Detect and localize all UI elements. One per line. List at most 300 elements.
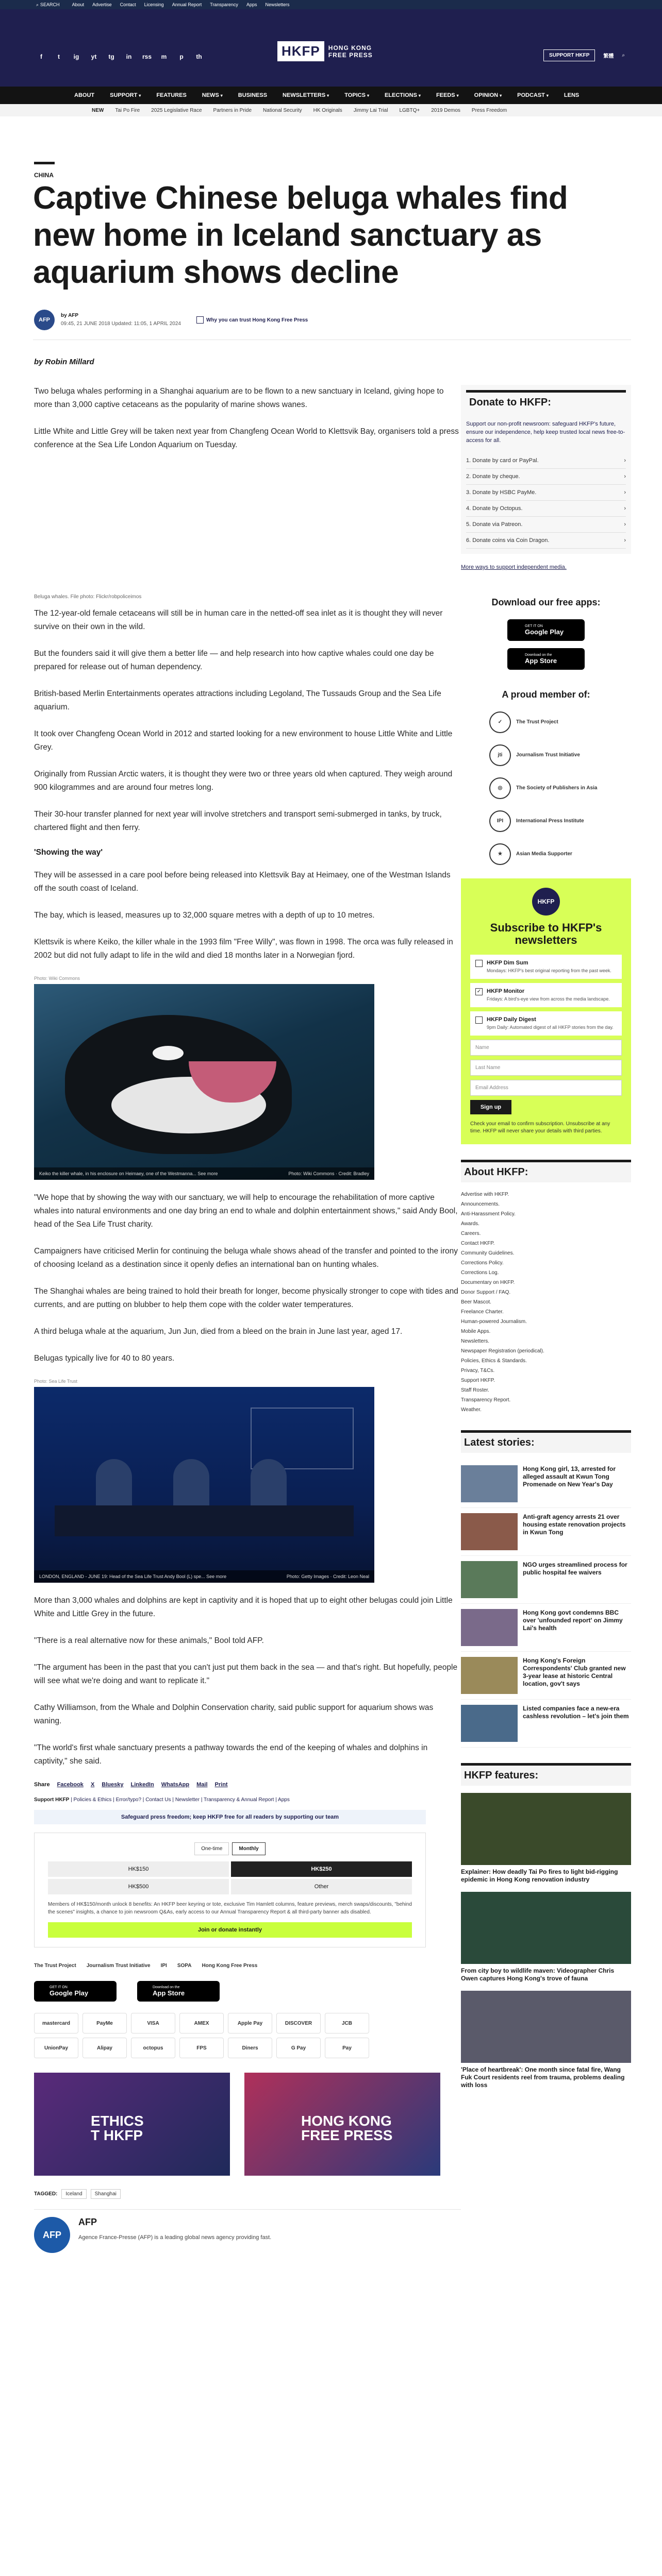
ethics-banner[interactable] [34,2073,230,2176]
utility-link-apps[interactable]: Apps [246,2,257,7]
member-label: The Trust Project [516,719,558,725]
app-store-badge[interactable] [507,648,585,670]
trending-link[interactable]: 2019 Demos [431,107,460,113]
paragraph: "There is a real alternative now for these animals," Bool told AFP. [34,1636,264,1645]
chevron-down-icon: ▾ [139,93,141,98]
donate-option-label: 2. Donate by cheque. [466,473,520,480]
article-author-line: by Robin Millard [34,358,94,366]
nav-item[interactable] [436,92,459,98]
author-box-text [78,2217,271,2258]
story-thumbnail [461,1465,518,1502]
nav-item[interactable] [385,92,421,98]
logo-line-2: FREE PRESS [328,51,373,59]
trending-link[interactable]: Tai Po Fire [115,107,140,113]
safeguard-banner[interactable]: Safeguard press freedom; keep HKFP free for all readers by supporting our team [34,1810,426,1824]
trust-note-label: Why you can trust Hong Kong Free Press [206,317,308,323]
top-search-label: SEARCH [40,2,60,7]
site-header [0,9,662,87]
threads-icon[interactable]: th [196,53,202,60]
share-linkedin[interactable]: LinkedIn [130,1782,154,1788]
trending-new-badge: NEW [92,107,104,113]
nav-item[interactable] [238,92,267,98]
trending-link[interactable]: Press Freedom [471,107,507,113]
option-title: HKFP Dim Sum [487,960,528,966]
nav-item-label: NEWS [202,92,219,98]
feature-title: 'Place of heartbreak': One month since fatal fire, Wang Fuk Court residents reel from trauma, problems dealing with loss [461,2066,625,2089]
paragraph: A third beluga whale at the aquarium, Jun Jun, died from a bleed on the brain in June last year, aged 17. [34,1327,403,1336]
newsletter-option[interactable] [470,955,622,979]
about-link[interactable]: Donor Support / FAQ. [461,1290,511,1295]
member-label: The Society of Publishers in Asia [516,785,598,791]
feature-story[interactable] [461,1793,631,1884]
share-label: Share [34,1782,50,1788]
membership-note: Members of HK$150/month unlock 8 benefits: An HKFP beer keyring or tote, exclusive Tim Hamlett columns, feature previews, merch swaps/discounts, "behind the scenes" insights, a chance to join newsroom Q&As, early access to our Annual Transparency Report & all third-party banner ads disabled. [48,1902,412,1915]
trending-link[interactable]: Jimmy Lai Trial [353,107,388,113]
hkfp-logo-icon: HKFP [532,888,560,916]
utility-link-contact[interactable]: Contact [120,2,136,7]
nav-item-label: PODCAST [517,92,545,98]
share-x[interactable]: X [90,1782,95,1788]
nav-item-label: TOPICS [344,92,366,98]
byline-author[interactable]: by AFP [61,313,79,318]
chevron-right-icon: › [624,489,626,496]
partner-logos [34,1963,461,1969]
member-logo[interactable] [489,711,603,733]
trending-link[interactable]: National Security [263,107,302,113]
main-nav [0,87,662,104]
donate-option-label: 1. Donate by card or PayPal. [466,457,539,464]
search-icon: ⌕ [36,2,39,7]
latest-story[interactable] [461,1556,631,1604]
freq-monthly[interactable]: Monthly [232,1842,265,1855]
policy-link[interactable]: Error/typo? [115,1797,142,1803]
nav-item[interactable] [564,92,579,98]
paragraph: Klettsvik is where Keiko, the killer whale in the 1993 film "Free Willy", was flown in 1998. The orca was fully released in 2002 but did not fully adapt to life in the wild and died 18 months later in a Norwegian fjord. [34,938,453,960]
about-link[interactable]: Newspaper Registration (periodical). [461,1348,544,1354]
share-row [34,1782,461,1788]
feature-stories [461,1793,631,2089]
utility-link-annual-report[interactable]: Annual Report [172,2,202,7]
share-bluesky[interactable]: Bluesky [102,1782,124,1788]
chevron-right-icon: › [624,473,626,480]
story-thumbnail [461,1561,518,1598]
latest-story[interactable] [461,1652,631,1700]
payment-logo: Apple Pay [228,2013,272,2033]
donate-option[interactable] [466,501,626,517]
author-box [34,2209,461,2258]
sopa-icon: ◎ [489,777,511,799]
paragraph: "The argument has been in the past that you can't just put them back in the sea — and that's right. But hopefully, people will see what we're doing and want to replicate it." [34,1663,458,1685]
author-box-name[interactable]: AFP [78,2217,97,2227]
rss-icon[interactable]: rss [142,53,152,60]
mastodon-icon[interactable]: m [161,53,167,60]
signup-button[interactable]: Sign up [470,1100,511,1114]
ipi-icon: IPI [489,810,511,832]
policy-links: Support HKFP | Policies & Ethics | Error/typo? | Contact Us | Newsletter | Transparency & Annual Report | Apps [34,1797,290,1803]
story-title: Anti-graft agency arrests 21 over housing estate renovation projects in Kwun Tong [523,1513,626,1536]
paragraph: British-based Merlin Entertainments operates attractions including Legoland, The Tussauds Group and the Sea Life aquarium. [34,689,441,711]
option-desc: Fridays: A bird's-eye view from across the media landscape. [487,996,610,1002]
about-link[interactable]: Freelance Charter. [461,1309,504,1315]
about-link[interactable]: Weather. [461,1407,482,1413]
app-store-badges [34,1981,461,2002]
donate-option[interactable] [466,469,626,485]
asian-media-icon: ★ [489,843,511,865]
site-logo[interactable] [277,41,373,61]
article-body [31,385,461,2258]
photo-caption-bar [34,1167,374,1180]
trust-note-link[interactable] [196,316,308,324]
payment-logo: AMEX [179,2013,224,2033]
utility-link-about[interactable]: About [72,2,85,7]
app-store-badge[interactable] [137,1981,220,2002]
paragraph: Two beluga whales performing in a Shanghai aquarium are to be flown to a new sanctuary in Iceland, giving hope to more than 3,000 captive cetaceans as the popularity of marine shows wanes. [34,387,444,409]
email-field[interactable]: Email Address [470,1080,622,1096]
name-field[interactable]: Name [470,1040,622,1056]
join-donate-button[interactable]: Join or donate instantly [48,1922,412,1938]
nav-item[interactable] [202,92,223,98]
policy-link[interactable]: Contact Us [145,1797,171,1803]
chevron-right-icon: › [624,505,626,512]
story-thumbnail [461,1657,518,1694]
content-columns [31,385,631,2258]
nav-item[interactable] [283,92,329,98]
paragraph: More than 3,000 whales and dolphins are kept in captivity and it is hoped that up to eight other belugas could join Little White and Little Grey in the future. [34,1596,453,1618]
partner-logo[interactable]: IPI [160,1963,167,1969]
utility-links [72,2,290,7]
member-logo[interactable] [489,810,603,832]
share-print[interactable]: Print [214,1782,228,1788]
last-name-field[interactable]: Last Name [470,1060,622,1076]
option-text [487,960,611,974]
photo-press-conference [34,1379,374,1583]
paragraph: Belugas typically live for 40 to 80 years. [34,1354,175,1363]
nav-item[interactable] [474,92,502,98]
newsletter-title: Subscribe to HKFP's newsletters [490,921,602,946]
donate-option[interactable] [466,517,626,533]
story-title: Hong Kong's Foreign Correspondents' Club granted new 3-year lease at historic Central location, gov't says [523,1657,626,1687]
donate-option[interactable] [466,533,626,549]
member-logo[interactable] [489,744,603,766]
chevron-right-icon: › [624,521,626,528]
paragraph: Little White and Little Grey will be taken next year from Changfeng Ocean World to Klettsvik Bay, organisers told a press conference at the Sea Life London Aquarium on Tuesday. [34,427,459,449]
badge-small-text: GET IT ON [49,1986,68,1989]
about-link[interactable]: Staff Roster. [461,1387,489,1393]
partner-logo[interactable]: SOPA [177,1963,192,1969]
policy-lead[interactable]: Support HKFP [34,1797,70,1803]
press-conference-photo[interactable] [34,1387,374,1583]
partner-logo[interactable]: Hong Kong Free Press [202,1963,258,1969]
trending-link[interactable]: LGBTQ+ [399,107,420,113]
option-text [487,1016,614,1030]
linkedin-icon[interactable]: in [126,53,132,60]
paragraph: But the founders said it will give them a better life — and help research into how captive whales could one day be prepared for release out of human dependency. [34,649,434,671]
author-avatar[interactable]: AFP [34,310,55,330]
google-play-badge[interactable] [34,1981,117,2002]
checkbox[interactable] [475,1016,483,1024]
language-switch[interactable]: 繁體 [603,54,614,59]
member-label: Journalism Trust Initiative [516,752,580,758]
partner-logo[interactable]: The Trust Project [34,1963,76,1969]
member-label: Asian Media Supporter [516,851,572,857]
nav-item-label: NEWSLETTERS [283,92,326,98]
utility-link-licensing[interactable]: Licensing [144,2,164,7]
latest-story[interactable] [461,1700,631,1748]
payment-logo: Alipay [82,2038,127,2058]
facebook-icon[interactable]: f [40,53,42,60]
story-title: NGO urges streamlined process for public hospital fee waivers [523,1561,627,1576]
chevron-down-icon: ▾ [220,93,223,98]
member-label: International Press Institute [516,818,584,824]
patreon-icon[interactable]: p [179,53,184,60]
donate-pitch[interactable]: Support our non-profit newsroom: safeguard HKFP's future, ensure our independence, help keep trusted local news free-to-access for all. [466,421,625,444]
latest-story[interactable] [461,1604,631,1652]
chevron-down-icon: ▾ [500,93,502,98]
partner-logo[interactable]: Journalism Trust Initiative [86,1963,151,1969]
about-link[interactable]: Awards. [461,1221,479,1227]
jti-icon: jti [489,744,511,766]
story-thumbnail [461,1513,518,1550]
option-desc: Mondays: HKFP's best original reporting from the past week. [487,968,611,973]
nav-item[interactable] [344,92,369,98]
widget-title: Download our free apps: [491,597,601,607]
about-link[interactable]: Transparency Report. [461,1397,511,1403]
chevron-right-icon: › [624,457,626,464]
paragraph: The Shanghai whales are being trained to hold their breath for longer, become physically stronger to cope with tides and currents, and are putting on blubber to help them cope with the colder water temperatures. [34,1287,458,1309]
conference-table [55,1505,354,1536]
option-title: HKFP Daily Digest [487,1016,536,1023]
paragraph: Campaigners have criticised Merlin for continuing the beluga whale shows ahead of the transfer and pointed to the irony of choosing Iceland as a destination since it openly defies an international ban on hunting whales. [34,1247,458,1269]
sidebar [461,385,631,2258]
more-ways-link[interactable]: More ways to support independent media. [461,564,567,570]
newsletter-option[interactable] [470,983,622,1007]
about-link[interactable]: Newsletters. [461,1338,490,1344]
photo-caption-bar [34,1570,374,1583]
article-title: Captive Chinese beluga whales find new home in Iceland sanctuary as aquarium shows decline [33,180,568,290]
nav-item[interactable] [74,92,94,98]
badge-small-text: Download on the [153,1986,180,1989]
nav-item-label: LENS [564,92,580,98]
nav-item[interactable] [110,92,141,98]
donate-option-label: 6. Donate coins via Coin Dragon. [466,537,550,544]
photo-credit: Photo: Sea Life Trust [34,1379,78,1384]
badge-big-text: Google Play [525,628,564,636]
tag-chip[interactable]: Iceland [61,2189,86,2199]
policy-link[interactable]: Apps [278,1797,290,1803]
whale-photo[interactable] [34,984,374,1180]
trending-link[interactable]: Partners in Pride [213,107,252,113]
newsletter-option[interactable] [470,1011,622,1036]
x-icon[interactable]: t [58,53,60,60]
hkfp-banner[interactable] [244,2073,440,2176]
photo-caption: Keiko the killer whale, in his enclosure on Heimaey, one of the Westmanna... See more [39,1171,218,1176]
donation-amounts [48,1861,412,1894]
utility-link-transparency[interactable]: Transparency [210,2,238,7]
paragraph: "We hope that by showing the way with our sanctuary, we will help to encourage the rehabilitation of more captive whales into natural environments and one day bring an end to whale and dolphin entertainment shows," said Andy Bool, head of the Sea Life Trust charity. [34,1193,458,1229]
trending-bar [0,104,662,116]
amount-option-selected[interactable]: HK$250 [231,1861,412,1877]
youtube-icon[interactable]: yt [91,53,97,60]
banner-text: HONG KONG FREE PRESS [301,2113,393,2143]
feature-story[interactable] [461,1892,631,1982]
widget-title: Donate to HKFP: [466,390,626,413]
logo-mark: HKFP [277,41,324,61]
photo-source: Photo: Getty Images · Credit: Leon Neal [286,1574,369,1579]
payment-logo: octopus [131,2038,175,2058]
option-text [487,988,610,1002]
about-link[interactable]: Human-powered Journalism. [461,1319,527,1325]
header-search-icon[interactable]: ⌕ [622,53,625,58]
about-link[interactable]: Anti-Harassment Policy. [461,1211,516,1217]
feature-title: Explainer: How deadly Tai Po fires to light bid-rigging epidemic in Hong Kong renovation industry [461,1868,618,1883]
image-caption: Beluga whales. File photo: Flickr/robpoliceimos [34,594,142,600]
checkbox[interactable] [475,960,483,967]
donate-option-label: 3. Donate by HSBC PayMe. [466,489,537,496]
payment-logo: VISA [131,2013,175,2033]
instagram-icon[interactable]: ig [73,53,79,60]
story-thumbnail [461,1609,518,1646]
badge-big-text: App Store [153,1989,185,1997]
badge-small-text: Download on the [525,653,552,657]
google-play-badge[interactable] [507,619,585,641]
paragraph: It took over Changfeng Ocean World in 2012 and started looking for a new environment to house Little White and Little Grey. [34,730,453,752]
payment-logo: Diners [228,2038,272,2058]
about-link[interactable]: Documentary on HKFP. [461,1280,515,1285]
nav-item-label: FEATURES [156,92,187,98]
chevron-down-icon: ▾ [418,93,421,98]
utility-link-newsletters[interactable]: Newsletters [265,2,290,7]
tag-chip[interactable]: Shanghai [91,2189,121,2199]
share-facebook[interactable]: Facebook [57,1782,84,1788]
nav-item[interactable] [156,92,186,98]
amount-option[interactable]: HK$150 [48,1861,229,1877]
paragraph: They will be assessed in a care pool before being released into Klettsvik Bay at Heimaey, one of the Westman Islands off the south coast of Iceland. [34,871,451,893]
latest-stories [461,1460,631,1748]
nav-item[interactable] [517,92,549,98]
about-links [461,1190,631,1415]
widget-title: Latest stories: [461,1430,631,1453]
section-heading: 'Showing the way' [34,848,103,857]
amount-option[interactable]: HK$500 [48,1879,229,1894]
support-hkfp-button[interactable]: SUPPORT HKFP [543,49,595,61]
about-link[interactable]: Contact HKFP. [461,1241,495,1246]
donate-option[interactable] [466,453,626,469]
byline [34,310,631,330]
latest-story[interactable] [461,1508,631,1556]
payment-logo: UnionPay [34,2038,78,2058]
nav-item-label: BUSINESS [238,92,268,98]
about-link[interactable]: Privacy, T&Cs. [461,1368,495,1374]
badge-big-text: Google Play [49,1989,89,1997]
feature-thumbnail [461,1991,631,2063]
about-link[interactable]: Corrections Log. [461,1270,499,1276]
policy-link[interactable]: Newsletter [175,1797,200,1803]
tags-label: TAGGED: [34,2191,58,2197]
checkbox-checked[interactable]: ✓ [475,988,483,995]
about-link[interactable]: Beer Mascot. [461,1299,491,1305]
trending-link[interactable]: 2025 Legislative Race [151,107,202,113]
nav-item-label: OPINION [474,92,499,98]
donate-widget [34,1833,426,1947]
newsletter-signup [461,878,631,1144]
chevron-down-icon: ▾ [456,93,459,98]
donate-option[interactable] [466,485,626,501]
story-title: Listed companies face a new-era cashless revolution – let's join them [523,1705,629,1720]
nav-item-label: ELECTIONS [384,92,417,98]
badge-small-text: GET IT ON [525,624,543,628]
payment-methods [34,2013,461,2058]
option-desc: 9pm Daily: Automated digest of all HKFP stories from the day. [487,1025,614,1030]
about-link[interactable]: Support HKFP. [461,1378,495,1383]
paragraph: Cathy Williamson, from the Whale and Dolphin Conservation charity, said public support for aquarium shows was waning. [34,1703,434,1725]
payment-logo: Pay [325,2038,369,2058]
embedded-image-placeholder [34,465,461,594]
freq-one-time[interactable]: One-time [194,1842,229,1855]
top-search[interactable] [36,2,60,8]
author-box-bio: Agence France-Presse (AFP) is a leading global news agency providing fast. [78,2234,272,2241]
policy-link[interactable]: Policies & Ethics [73,1797,112,1803]
about-link[interactable]: Advertise with HKFP. [461,1192,509,1197]
tags-row [34,2189,461,2199]
byline-dates: 09:45, 21 JUNE 2018 Updated: 11:05, 1 APRIL 2024 [61,321,181,327]
option-title: HKFP Monitor [487,988,525,994]
trust-icon [196,316,204,324]
feature-thumbnail [461,1793,631,1865]
share-whatsapp[interactable]: WhatsApp [161,1782,190,1788]
article-category[interactable]: CHINA [34,172,54,179]
latest-story[interactable] [461,1460,631,1508]
payment-logo: G Pay [276,2038,321,2058]
story-title: Hong Kong govt condemns BBC over 'unfounded report' on Jimmy Lai's health [523,1609,623,1632]
payment-logo: FPS [179,2038,224,2058]
amount-option[interactable]: Other [231,1879,412,1894]
paragraph: Their 30-hour transfer planned for next year will involve stretchers and transport semi-submerged in tanks, by truck, chartered flight and then ferry. [34,810,442,832]
share-mail[interactable]: Mail [196,1782,208,1788]
paragraph: The 12-year-old female cetaceans will still be in human care in the netted-off sea inlet as it is thought they will never survive on their own in the wild. [34,609,443,631]
about-link[interactable]: Community Guidelines. [461,1250,515,1256]
photo-caption: LONDON, ENGLAND - JUNE 19: Head of the Sea Life Trust Andy Bool (L) spe... See more [39,1574,227,1579]
about-link[interactable]: Mobile Apps. [461,1329,491,1334]
whale-eye [153,1046,184,1060]
paragraph: Originally from Russian Arctic waters, it is thought they were two or three years old when captured. They weigh around 900 kilogrammes and are around four metres long. [34,770,453,792]
payment-logo: DISCOVER [276,2013,321,2033]
chevron-down-icon: ▾ [546,93,549,98]
member-logo[interactable] [489,777,603,799]
member-logo[interactable] [489,843,603,865]
payment-logo: PayMe [82,2013,127,2033]
badge-big-text: App Store [525,657,557,665]
utility-link-advertise[interactable]: Advertise [92,2,112,7]
sidebar-donate [461,385,631,554]
about-link[interactable]: Announcements. [461,1201,500,1207]
policy-link[interactable]: Transparency & Annual Report [204,1797,274,1803]
category-rule [34,162,55,164]
trending-link[interactable]: HK Originals [313,107,342,113]
photo-credit: Photo: Wiki Commons [34,976,80,981]
feature-thumbnail [461,1892,631,1964]
about-link[interactable]: Corrections Policy. [461,1260,504,1266]
widget-title: About HKFP: [461,1160,631,1182]
story-title: Hong Kong girl, 13, arrested for alleged assault at Kwun Tong Promenade on New Year's Day [523,1465,616,1488]
about-link[interactable]: Policies, Ethics & Standards. [461,1358,527,1364]
feature-story[interactable] [461,1991,631,2089]
widget-title: HKFP features: [461,1763,631,1786]
author-box-avatar[interactable]: AFP [34,2217,70,2253]
donate-option-label: 4. Donate by Octopus. [466,505,523,512]
social-links [37,53,203,61]
telegram-icon[interactable]: tg [108,53,114,60]
about-link[interactable]: Careers. [461,1231,481,1236]
